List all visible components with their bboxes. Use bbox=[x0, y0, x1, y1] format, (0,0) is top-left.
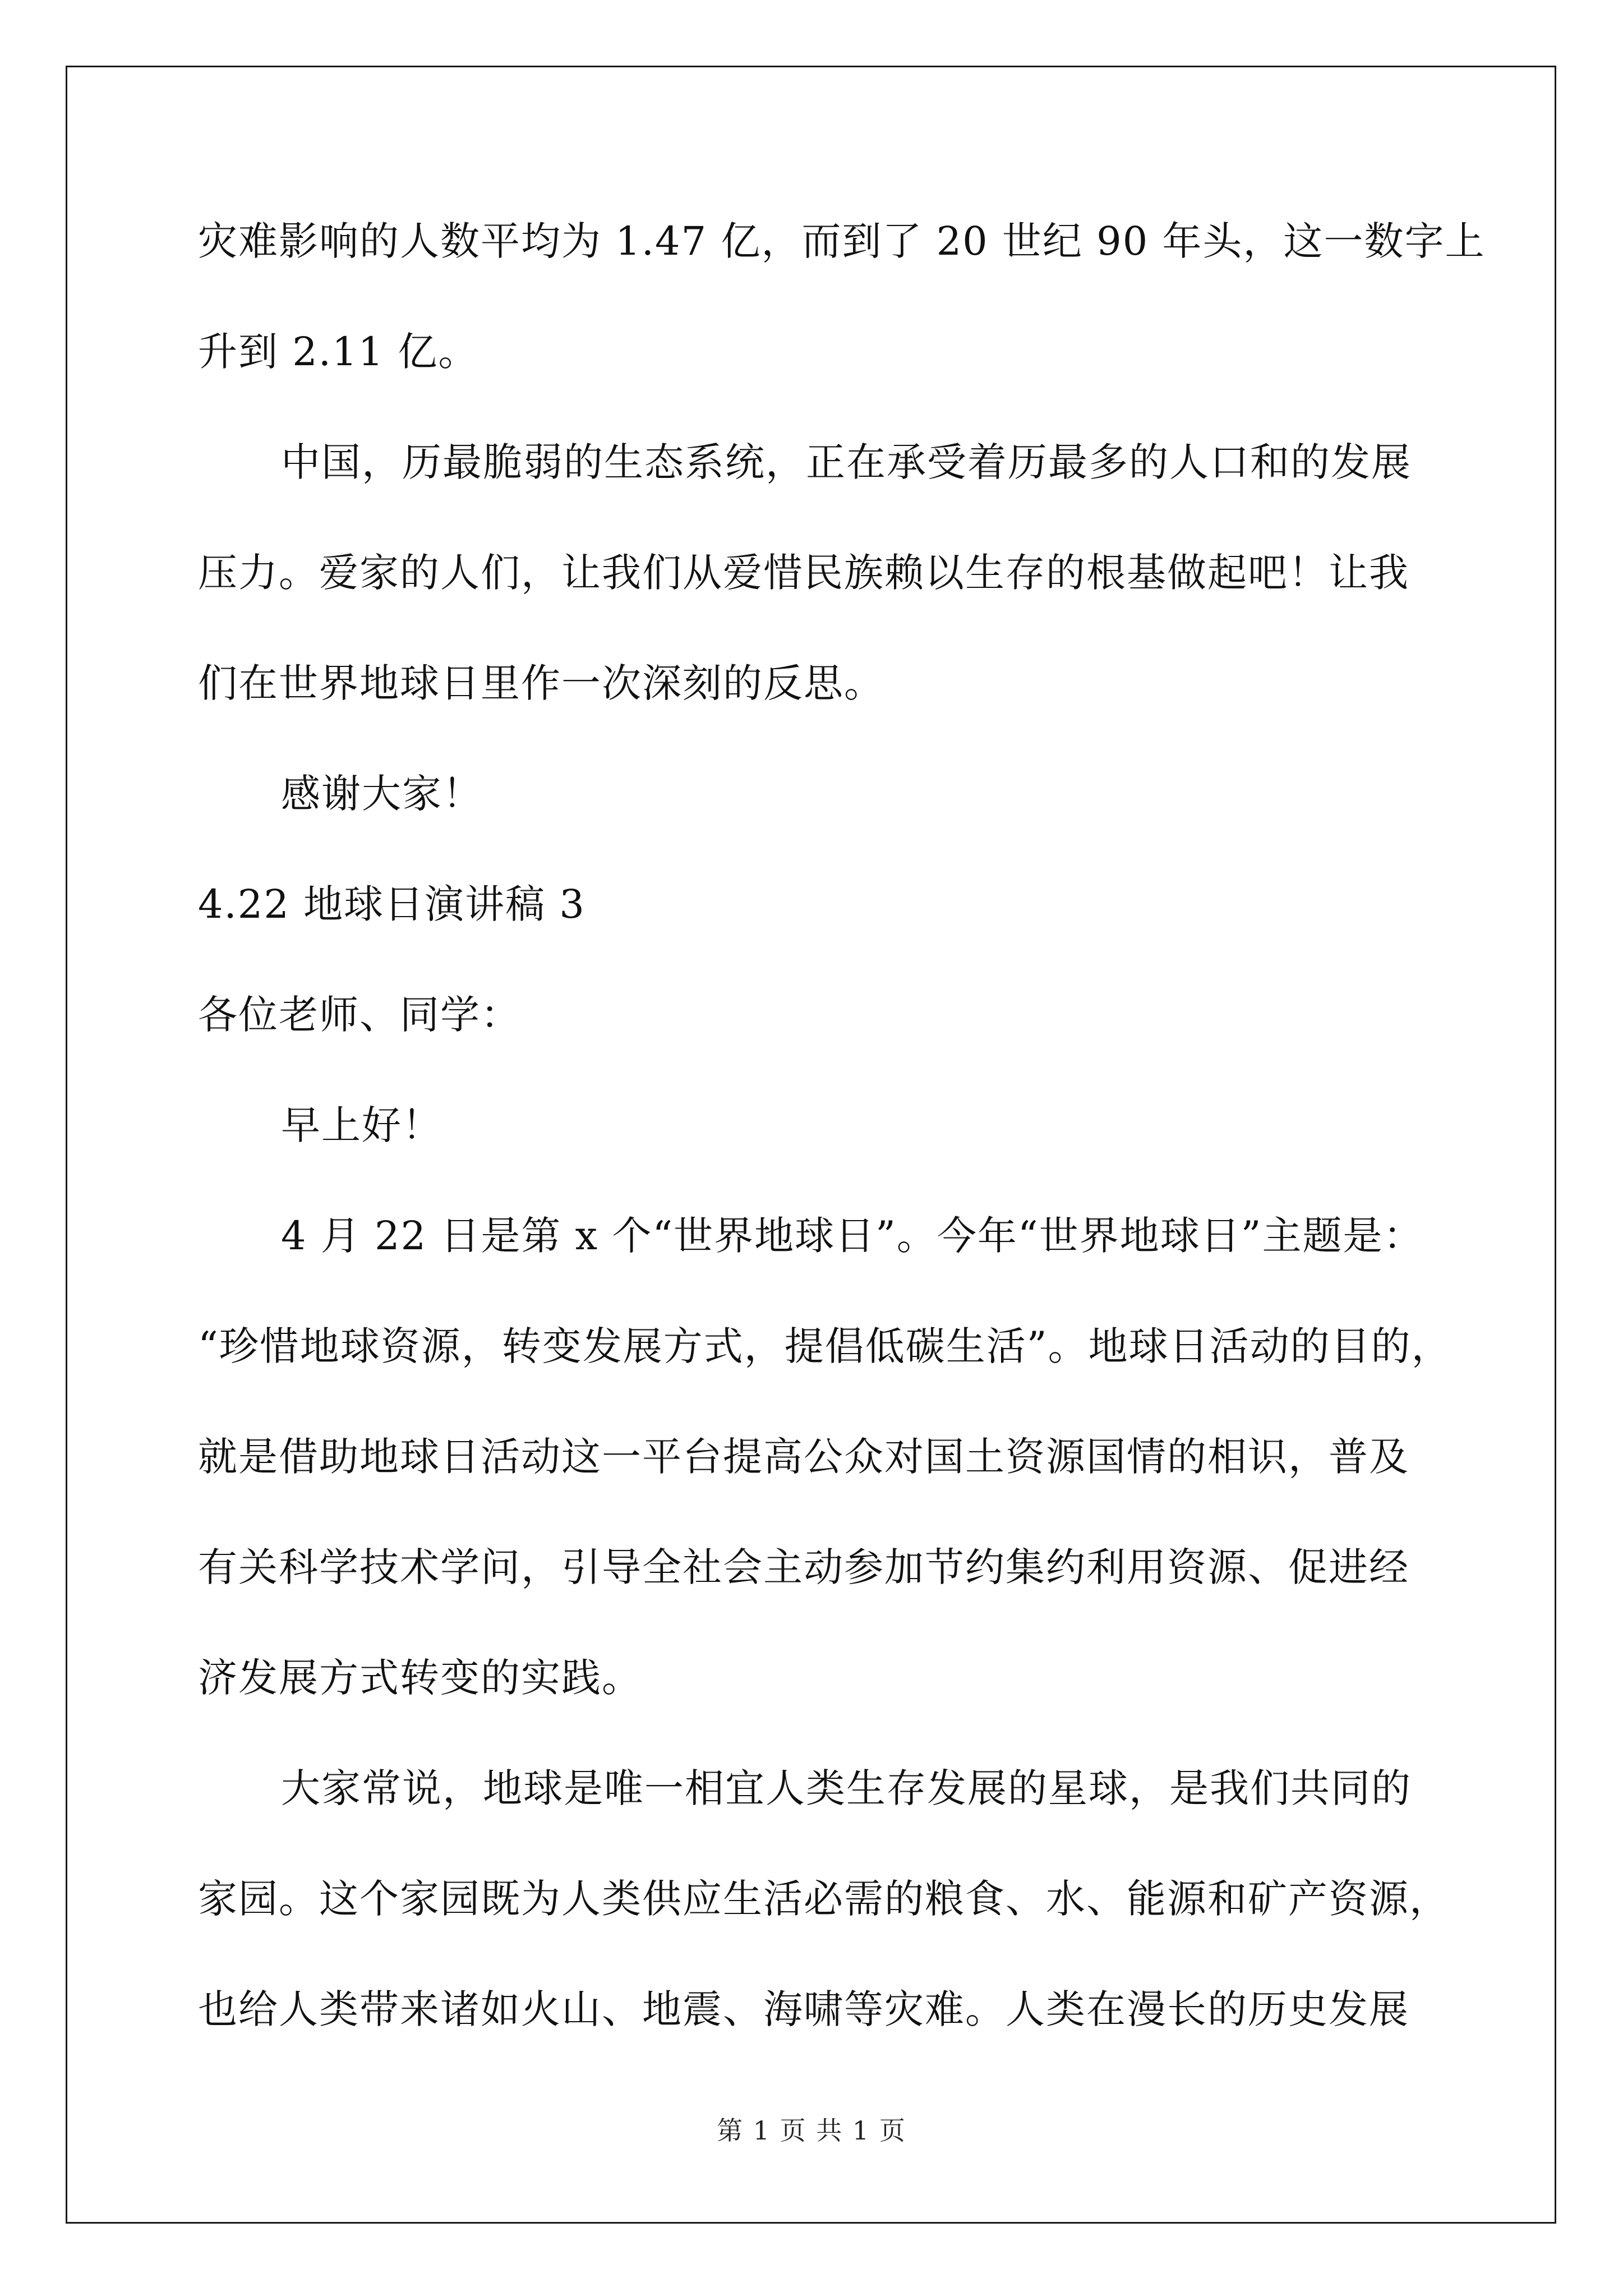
paragraph-line: 济发展方式转变的实践。 bbox=[198, 1655, 642, 1701]
page-number-footer: 第 1 页 共 1 页 bbox=[717, 2115, 906, 2146]
paragraph-line: 压力。爱家的人们，让我们从爱惜民族赖以生存的根基做起吧！让我 bbox=[198, 550, 1409, 596]
paragraph-line: 家园。这个家园既为人类供应生活必需的粮食、水、能源和矿产资源， bbox=[198, 1876, 1450, 1922]
paragraph-line: 升到 2.11 亿。 bbox=[198, 329, 479, 375]
paragraph-line: 也给人类带来诸如火山、地震、海啸等灾难。人类在漫长的历史发展 bbox=[198, 1986, 1409, 2032]
closing-line: 感谢大家！ bbox=[281, 771, 483, 817]
paragraph-line: 4 月 22 日是第 x 个“世界地球日”。今年“世界地球日”主题是： bbox=[281, 1213, 1424, 1259]
paragraph-line: 们在世界地球日里作一次深刻的反思。 bbox=[198, 660, 884, 706]
paragraph-line: 大家常说，地球是唯一相宜人类生存发展的星球，是我们共同的 bbox=[281, 1765, 1412, 1811]
paragraph-line: 中国，历最脆弱的生态系统，正在承受着历最多的人口和的发展 bbox=[281, 439, 1412, 485]
paragraph-line: “珍惜地球资源，转变发展方式，提倡低碳生活”。地球日活动的目的， bbox=[198, 1323, 1452, 1369]
section-heading: 4.22 地球日演讲稿 3 bbox=[198, 881, 585, 927]
greeting: 早上好！ bbox=[281, 1102, 442, 1148]
paragraph-line: 灾难影响的人数平均为 1.47 亿，而到了 20 世纪 90 年头，这一数字上 bbox=[198, 218, 1486, 264]
paragraph-line: 就是借助地球日活动这一平台提高公众对国土资源国情的相识，普及 bbox=[198, 1434, 1409, 1480]
paragraph-line: 有关科学技术学问，引导全社会主动参加节约集约利用资源、促进经 bbox=[198, 1544, 1409, 1590]
salutation: 各位老师、同学： bbox=[198, 992, 521, 1038]
